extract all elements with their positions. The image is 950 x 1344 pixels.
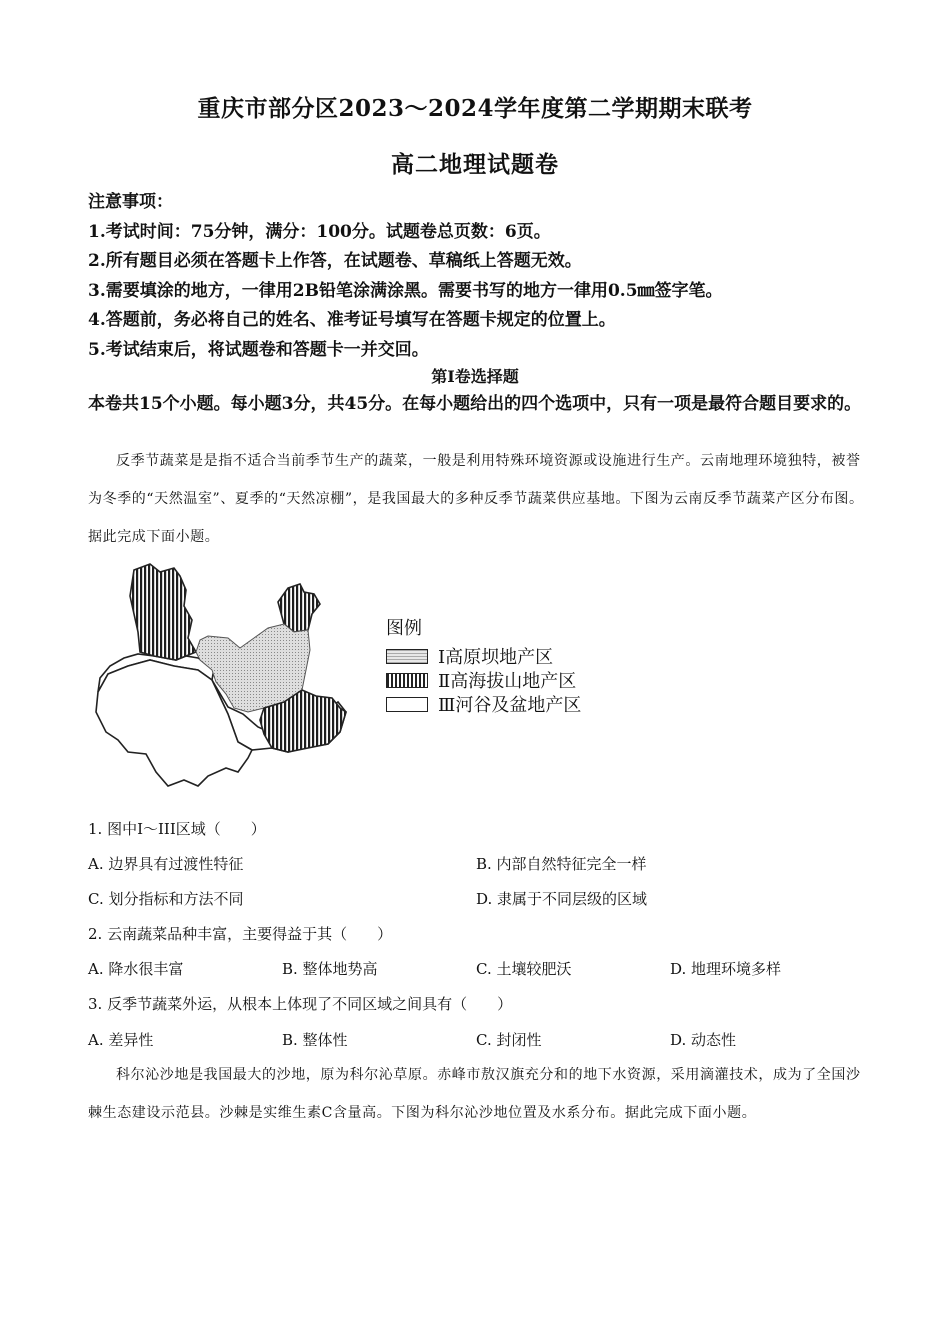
striped-swatch-icon	[386, 673, 428, 688]
question-1-option-c[interactable]: C. 划分指标和方法不同	[88, 890, 244, 908]
section-title: 第Ⅰ卷选择题	[431, 367, 519, 386]
question-2-option-a[interactable]: A. 降水很丰富	[88, 960, 184, 978]
question-3-option-c[interactable]: C. 封闭性	[476, 1031, 542, 1049]
question-1-option-b[interactable]: B. 内部自然特征完全一样	[476, 855, 647, 873]
question-2-option-d[interactable]: D. 地理环境多样	[670, 960, 782, 978]
plain-swatch-icon	[386, 697, 428, 712]
note-item: 3.需要填涂的地方，一律用2B铅笔涂满涂黑。需要书写的地方一律用0.5㎜签字笔。	[88, 280, 723, 301]
note-item: 5.考试结束后，将试题卷和答题卡一并交回。	[88, 339, 429, 360]
exam-title: 重庆市部分区2023～2024学年度第二学期期末联考	[197, 95, 753, 122]
dotted-swatch-icon	[386, 649, 428, 664]
legend-label: Ⅲ河谷及盆地产区	[438, 695, 582, 716]
note-item: 2.所有题目必须在答题卡上作答，在试题卷、草稿纸上答题无效。	[88, 251, 582, 271]
question-3-stem: 3. 反季节蔬菜外运，从根本上体现了不同区域之间具有（ ）	[88, 995, 513, 1013]
legend-item	[386, 668, 581, 692]
map-legend	[386, 614, 581, 716]
question-1-option-a[interactable]: A. 边界具有过渡性特征	[88, 855, 244, 873]
question-1-option-d[interactable]: D. 隶属于不同层级的区域	[476, 890, 648, 908]
question-2-option-b[interactable]: B. 整体地势高	[282, 960, 378, 978]
question-3-option-d[interactable]: D. 动态性	[670, 1031, 737, 1049]
section-instruction: 本卷共15个小题。每小题3分，共45分。在每小题给出的四个选项中，只有一项是最符合题目要求的。	[88, 394, 862, 414]
question-2-option-c[interactable]: C. 土壤较肥沃	[476, 960, 572, 978]
notes-heading: 注意事项：	[88, 192, 173, 212]
question-2-stem: 2. 云南蔬菜品种丰富，主要得益于其（ ）	[88, 925, 393, 943]
question-3-option-a[interactable]: A. 差异性	[88, 1031, 154, 1049]
note-item: 4.答题前，务必将自己的姓名、准考证号填写在答题卡规定的位置上。	[88, 310, 616, 330]
legend-label: Ⅱ高海拔山地产区	[438, 671, 577, 692]
notes-block	[88, 188, 888, 365]
exam-subtitle: 高二地理试题卷	[391, 151, 559, 178]
note-item: 1.考试时间：75分钟，满分：100分。试题卷总页数：6页。	[88, 221, 551, 242]
legend-label: Ⅰ高原坝地产区	[438, 647, 554, 668]
legend-item	[386, 692, 581, 716]
yunnan-map	[88, 562, 358, 800]
passage-vegetables: 反季节蔬菜是是指不适合当前季节生产的蔬菜，一般是利用特殊环境资源或设施进行生产。云南地理环境独特，被誉为冬季的“天然温室”、夏季的“天然凉棚”，是我国最大的多种反季节蔬菜供应基地。下图为云南反季节蔬菜产区分布图。据此完成下面小题。	[88, 453, 864, 545]
region-2-northwest	[130, 564, 196, 660]
legend-title: 图例	[386, 618, 422, 639]
question-3-option-b[interactable]: B. 整体性	[282, 1031, 348, 1049]
passage-horqin: 科尔沁沙地是我国最大的沙地，原为科尔沁草原。赤峰市敖汉旗充分和的地下水资源，采用滴灌技术，成为了全国沙棘生态建设示范县。沙棘是实维生素C含量高。下图为科尔沁沙地位置及水系分布。据此完成下面小题。	[88, 1067, 861, 1121]
legend-item	[386, 644, 581, 668]
question-1-stem: 1. 图中Ⅰ～III区域（ ）	[88, 820, 266, 838]
